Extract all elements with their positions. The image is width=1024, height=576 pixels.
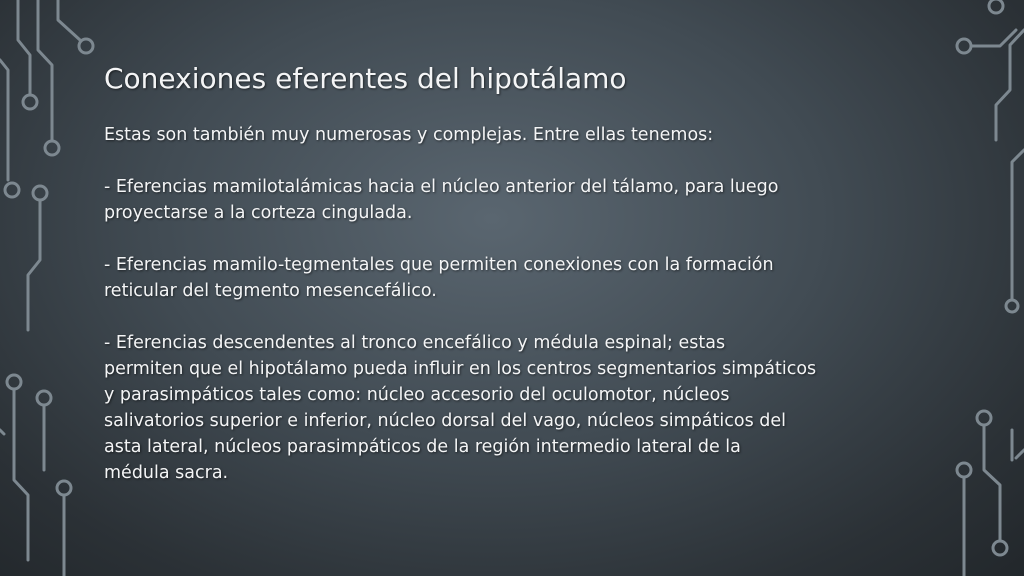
- bullet-line: proyectarse a la corteza cingulada.: [104, 203, 413, 223]
- bullet-line: - Eferencias mamilo-tegmentales que permiten conexiones con la formación: [104, 255, 774, 275]
- bullet-line: salivatorios superior e inferior, núcleo dorsal del vago, núcleos simpáticos del: [104, 411, 787, 431]
- slide-content: [104, 56, 934, 512]
- bullet-item-descendentes: [104, 330, 934, 486]
- slide-title: Conexiones eferentes del hipotálamo: [104, 62, 627, 95]
- circuit-right-group: [957, 0, 1024, 576]
- circuit-left-group: [0, 0, 93, 576]
- slide-intro-text: Estas son también muy numerosas y complejas. Entre ellas tenemos:: [104, 125, 714, 145]
- bullet-line: médula sacra.: [104, 463, 229, 483]
- bullet-item-mamilotalamicas: [104, 174, 934, 226]
- bullet-line: permiten que el hipotálamo pueda influir en los centros segmentarios simpáticos: [104, 359, 817, 379]
- bullet-line: asta lateral, núcleos parasimpáticos de la región intermedio lateral de la: [104, 437, 741, 457]
- bullet-line: - Eferencias descendentes al tronco encefálico y médula espinal; estas: [104, 333, 726, 353]
- bullet-item-mamilo-tegmentales: [104, 252, 934, 304]
- bullet-line: reticular del tegmento mesencefálico.: [104, 281, 437, 301]
- bullet-line: - Eferencias mamilotalámicas hacia el núcleo anterior del tálamo, para luego: [104, 177, 779, 197]
- bullet-line: y parasimpáticos tales como: núcleo accesorio del oculomotor, núcleos: [104, 385, 730, 405]
